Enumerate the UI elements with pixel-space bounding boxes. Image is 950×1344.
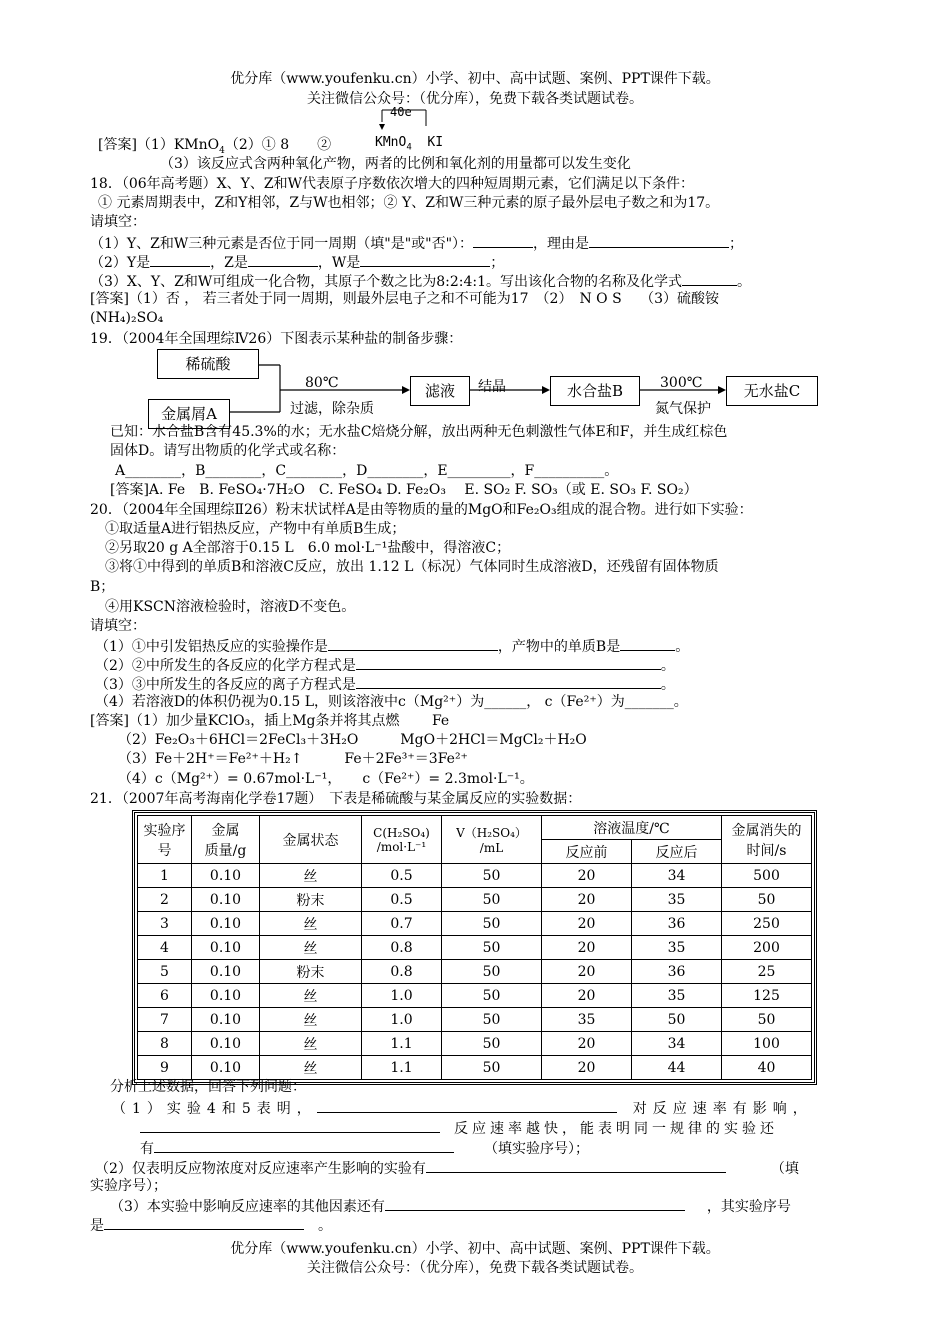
q17-answer [98, 136, 331, 154]
q17-equation [375, 134, 443, 152]
q20-p3-text: （3）③中所发生的各反应的离子方程式是 [95, 677, 356, 693]
table-cell: 100 [722, 1032, 812, 1056]
th-exp-no [138, 816, 192, 864]
table-cell: 50 [442, 960, 542, 984]
q21-q1-b: 对反应速率有影响， [632, 1101, 813, 1117]
q21-part1-line2 [140, 1118, 778, 1138]
table-cell: 25 [722, 960, 812, 984]
table-cell: 1.1 [362, 1056, 442, 1080]
q21-blank-4[interactable] [426, 1158, 726, 1173]
table-cell: 0.5 [362, 864, 442, 888]
table-cell: 丝 [260, 864, 362, 888]
q20-blank-2[interactable] [620, 636, 675, 651]
footer-line-2: 关注微信公众号：（优分库），免费下载各类试题试卷。 [307, 1260, 643, 1276]
table-cell: 1.0 [362, 984, 442, 1008]
q20-p3-end: 。 [660, 677, 675, 693]
table-cell: 44 [632, 1056, 722, 1080]
q21-blank-3[interactable] [154, 1138, 454, 1153]
table-cell: 3 [138, 912, 192, 936]
table-cell: 丝 [260, 912, 362, 936]
box-hydrate-salt-b: 水合盐B [550, 376, 640, 406]
q19-stem: 19．（2004年全国理综Ⅳ26）下图表示某种盐的制备步骤： [90, 331, 463, 347]
th-vol-l1: V（H₂SO₄） [456, 826, 527, 840]
q18-stem: 18．（06年高考题）X、Y、Z和W代表原子序数依次增大的四种短周期元素，它们满足以下条件： [90, 176, 694, 192]
q18-blank-z[interactable] [248, 252, 318, 267]
table-cell: 1 [138, 864, 192, 888]
q20-p1-b: ，产物中的单质B是 [497, 639, 621, 655]
table-cell: 6 [138, 984, 192, 1008]
box-metal-scrap-a: 金属屑A [148, 399, 230, 429]
table-cell: 50 [442, 1056, 542, 1080]
th-before: 反应前 [542, 840, 632, 864]
q20-p1-end: 。 [675, 639, 690, 655]
q21-q1-c: 反应速率越快，能表明同一规律的实验还 [454, 1121, 778, 1137]
q20-step-2: ②另取20 g A全部溶于0.15 L 6.0 mol·L⁻¹盐酸中，得溶液C； [105, 540, 511, 556]
table-cell: 20 [542, 960, 632, 984]
header-line-2: 关注微信公众号：（优分库），免费下载各类试题试卷。 [307, 91, 643, 107]
th-vol-l2: /mL [479, 841, 504, 855]
box-filtrate: 滤液 [410, 376, 470, 406]
q20-part1 [95, 636, 689, 656]
q20-answer-4: （4）c（Mg²⁺）= 0.67mol·L⁻¹， c（Fe²⁺）= 2.3mol·L⁻¹。 [118, 771, 534, 787]
table-cell: 0.5 [362, 888, 442, 912]
label-300c: 300℃ [660, 375, 703, 391]
q18-part1 [90, 233, 743, 253]
table-cell: 20 [542, 864, 632, 888]
q21-stem: 21．（2007年高考海南化学卷17题） 下表是稀硫酸与某金属反应的实验数据： [90, 791, 582, 807]
table-cell: 7 [138, 1008, 192, 1032]
q20-blank-3[interactable] [356, 655, 661, 670]
table-row [138, 864, 812, 888]
table-cell: 5 [138, 960, 192, 984]
table-cell: 36 [632, 912, 722, 936]
q20-part3 [95, 674, 675, 694]
table-cell: 粉末 [260, 888, 362, 912]
th-mass-l1: 金属 [211, 822, 240, 839]
q21-part1-line1 [112, 1098, 862, 1118]
table-cell: 50 [442, 1032, 542, 1056]
q21-q3-text: （3）本实验中影响反应速率的其他因素还有 [110, 1199, 385, 1215]
q18-blank-y[interactable] [150, 252, 210, 267]
th-time-l2: 时间/s [746, 842, 787, 859]
table-cell: 36 [632, 960, 722, 984]
th-exp-no-l1: 实验序 [143, 822, 186, 839]
th-conc-l1: C(H₂SO₄) [373, 825, 430, 840]
th-after: 反应后 [632, 840, 722, 864]
q20-answer-3: （3）Fe＋2H⁺＝Fe²⁺＋H₂↑ Fe＋2Fe³⁺＝3Fe²⁺ [118, 751, 468, 767]
table-cell: 50 [722, 1008, 812, 1032]
table-cell: 50 [442, 864, 542, 888]
q21-blank-5[interactable] [385, 1196, 685, 1211]
table-cell: 0.10 [192, 864, 260, 888]
q18-p3-end: 。 [737, 274, 752, 290]
q21-q2-b: （填 [770, 1161, 799, 1177]
table-row [138, 888, 812, 912]
table-cell: 250 [722, 912, 812, 936]
q18-p1-end: ； [729, 236, 744, 252]
q21-part3-cont [90, 1215, 332, 1235]
th-conc-l2: /mol·L⁻¹ [376, 839, 427, 854]
label-80c: 80℃ [305, 375, 339, 391]
q17-part3: （3）该反应式含两种氧化产物，两者的比例和氧化剂的用量都可以发生变化 [160, 156, 631, 172]
table-cell: 丝 [260, 1008, 362, 1032]
table-cell: 50 [442, 888, 542, 912]
th-conc [362, 816, 442, 864]
table-row [138, 912, 812, 936]
table-row [138, 936, 812, 960]
table-cell: 1.1 [362, 1032, 442, 1056]
th-exp-no-l2: 号 [157, 842, 172, 859]
data-table-frame [132, 810, 817, 1085]
table-cell: 0.10 [192, 888, 260, 912]
table-cell: 20 [542, 888, 632, 912]
q20-blank-1[interactable] [328, 636, 498, 651]
q18-part2 [90, 252, 504, 272]
q21-part2-cont: 实验序号）； [90, 1178, 167, 1194]
table-cell: 0.10 [192, 960, 260, 984]
q21-q3-d: 。 [318, 1218, 332, 1234]
table-cell: 35 [632, 888, 722, 912]
table-cell: 0.10 [192, 936, 260, 960]
th-volume [442, 816, 542, 864]
table-cell: 0.8 [362, 936, 442, 960]
table-cell: 500 [722, 864, 812, 888]
table-cell: 50 [632, 1008, 722, 1032]
table-cell: 0.10 [192, 1056, 260, 1080]
q18-blank-w[interactable] [360, 252, 490, 267]
table-row [138, 1032, 812, 1056]
header-line-1: 优分库（www.youfenku.cn）小学、初中、高中试题、案例、PPT课件下载。 [230, 71, 720, 87]
data-table [137, 815, 812, 1080]
label-filter: 过滤，除杂质 [290, 401, 374, 417]
q18-fill-label: 请填空： [90, 214, 146, 230]
table-cell: 50 [442, 984, 542, 1008]
table-cell: 0.10 [192, 984, 260, 1008]
q19-blanks: A________，B________，C________，D________，E_________，F__________。 [115, 463, 619, 479]
table-cell: 20 [542, 912, 632, 936]
table-cell: 粉末 [260, 960, 362, 984]
q18-p3-text: （3）X、Y、Z和W可组成一化合物，其原子个数之比为8:2:4:1。写出该化合物的名称及化学式 [90, 274, 683, 290]
q20-p2-end: 。 [660, 658, 675, 674]
q20-step-3b: B； [90, 579, 115, 595]
q21-blank-2[interactable] [140, 1118, 440, 1133]
q18-p1-reason: ，理由是 [533, 236, 590, 252]
q20-blank-4[interactable] [356, 674, 661, 689]
q20-part2 [95, 655, 675, 675]
table-cell: 4 [138, 936, 192, 960]
q20-step-4: ④用KSCN溶液检验时，溶液D不变色。 [105, 599, 356, 615]
table-cell: 丝 [260, 984, 362, 1008]
table-cell: 丝 [260, 1056, 362, 1080]
q20-answer-2: （2）Fe₂O₃＋6HCl＝2FeCl₃＋3H₂O MgO＋2HCl＝MgCl₂＋H₂O [118, 732, 587, 748]
q20-stem: 20．（2004年全国理综Ⅱ26）粉末状试样A是由等物质的量的MgO和Fe₂O₃组成的混合物。进行如下实验： [90, 502, 753, 518]
table-cell: 200 [722, 936, 812, 960]
table-cell: 34 [632, 864, 722, 888]
table-cell: 8 [138, 1032, 192, 1056]
q18-p1-text: （1）Y、Z和W三种元素是否位于同一周期（填"是"或"否"）： [90, 236, 474, 252]
q19-answer: [答案]A. Fe B. FeSO₄·7H₂O C. FeSO₄ D. Fe₂O₃ E. SO₂ F. SO₃（或 E. SO₃ F. SO₂） [110, 482, 698, 498]
q21-q3-b: ，其实验序号 [706, 1199, 791, 1215]
th-mass-l2: 质量/g [204, 842, 247, 859]
q19-known-1: 已知：水合盐B含有45.3%的水；无水盐C焙烧分解，放出两种无色刺激性气体E和F，并生成红棕色 [110, 424, 728, 440]
q18-condition: ① 元素周期表中，Z和Y相邻，Z与W也相邻；② Y、Z和W三种元素的原子最外层电子数之和为17。 [98, 195, 720, 211]
q20-p1-text: （1）①中引发铝热反应的实验操作是 [95, 639, 328, 655]
q21-part1-line3 [140, 1138, 589, 1158]
table-cell: 9 [138, 1056, 192, 1080]
table-row [138, 960, 812, 984]
q18-blank-3[interactable] [682, 271, 737, 286]
table-cell: 40 [722, 1056, 812, 1080]
th-mass [192, 816, 260, 864]
q21-q1-text: （1）实验4和5表明， [112, 1101, 317, 1117]
table-cell: 1.0 [362, 1008, 442, 1032]
table-cell: 20 [542, 1056, 632, 1080]
table-cell: 20 [542, 984, 632, 1008]
q18-p2-end: ； [490, 255, 505, 271]
th-state: 金属状态 [260, 816, 362, 864]
table-cell: 35 [632, 936, 722, 960]
q21-q1-e: （填实验序号）； [484, 1141, 589, 1157]
q20-p2-text: （2）②中所发生的各反应的化学方程式是 [95, 658, 356, 674]
label-nitrogen: 氮气保护 [655, 401, 711, 417]
th-temp: 溶液温度/℃ [542, 816, 722, 840]
table-cell: 35 [542, 1008, 632, 1032]
footer-line-1: 优分库（www.youfenku.cn）小学、初中、高中试题、案例、PPT课件下载。 [230, 1241, 720, 1257]
kmno4-text: KMnO [375, 135, 407, 150]
table-cell: 34 [632, 1032, 722, 1056]
table-cell: 2 [138, 888, 192, 912]
table-cell: 0.10 [192, 912, 260, 936]
q21-analyze: 分析上述数据，回答下列问题： [110, 1079, 306, 1095]
table-cell: 0.7 [362, 912, 442, 936]
q18-answer-2: (NH₄)₂SO₄ [90, 310, 164, 326]
q18-p2-y: （2）Y是 [90, 255, 151, 271]
table-cell: 丝 [260, 1032, 362, 1056]
table-cell: 丝 [260, 936, 362, 960]
q20-part4: （4）若溶液D的体积仍视为0.15 L，则该溶液中c（Mg²⁺）为______， c（Fe²⁺）为_______。 [95, 694, 688, 710]
q21-q3-c: 是 [90, 1218, 104, 1234]
table-cell: 20 [542, 936, 632, 960]
q21-blank-6[interactable] [104, 1215, 304, 1230]
th-time [722, 816, 812, 864]
q17-answer-mid: （2）① 8 ② [224, 137, 332, 153]
q17-answer-prefix: [答案]（1）KMnO [98, 137, 220, 153]
kmno4-sub: 4 [406, 142, 412, 153]
table-cell: 20 [542, 1032, 632, 1056]
box-dilute-sulfuric-acid: 稀硫酸 [157, 349, 259, 379]
q18-blank-1[interactable] [473, 233, 533, 248]
electron-label: 40e [390, 105, 412, 119]
table-cell: 50 [442, 936, 542, 960]
table-row [138, 1008, 812, 1032]
table-row [138, 984, 812, 1008]
table-cell: 50 [442, 1008, 542, 1032]
q20-step-1: ①取适量A进行铝热反应，产物中有单质B生成； [105, 521, 406, 537]
q21-q1-d: 有 [140, 1141, 154, 1157]
table-cell: 50 [722, 888, 812, 912]
q18-part3 [90, 271, 751, 291]
q20-step-3a: ③将①中得到的单质B和溶液C反应，放出 1.12 L（标况）气体同时生成溶液D，还残留有固体物质 [105, 559, 719, 575]
table-cell: 0.10 [192, 1008, 260, 1032]
q18-blank-2[interactable] [589, 233, 729, 248]
q18-answer-1: [答案]（1）否 ， 若三者处于同一周期，则最外层电子之和不可能为17 （2） N O S （3）硫酸铵 [90, 291, 720, 307]
table-cell: 50 [442, 912, 542, 936]
q21-q2-text: （2）仅表明反应物浓度对反应速率产生影响的实验有 [95, 1161, 426, 1177]
table-row [138, 1056, 812, 1080]
box-anhydrous-salt-c: 无水盐C [726, 376, 818, 406]
table-cell: 35 [632, 984, 722, 1008]
q18-p2-z: ，Z是 [210, 255, 248, 271]
q21-blank-1[interactable] [317, 1098, 617, 1113]
ki-text: KI [427, 135, 444, 150]
table-cell: 125 [722, 984, 812, 1008]
q21-part3 [110, 1196, 791, 1216]
label-crystallize: 结晶 [478, 379, 506, 395]
q18-p2-w: ，W是 [317, 255, 361, 271]
q21-part2 [95, 1158, 799, 1178]
th-time-l1: 金属消失的 [731, 822, 802, 839]
q20-fill-label: 请填空： [90, 618, 146, 634]
q17-sub: 4 [219, 145, 225, 156]
q20-answer-1: [答案]（1）加少量KClO₃，插上Mg条并将其点燃 Fe [90, 713, 450, 729]
table-cell: 0.10 [192, 1032, 260, 1056]
q19-known-2: 固体D。请写出物质的化学式或名称： [110, 443, 346, 459]
table-cell: 0.8 [362, 960, 442, 984]
